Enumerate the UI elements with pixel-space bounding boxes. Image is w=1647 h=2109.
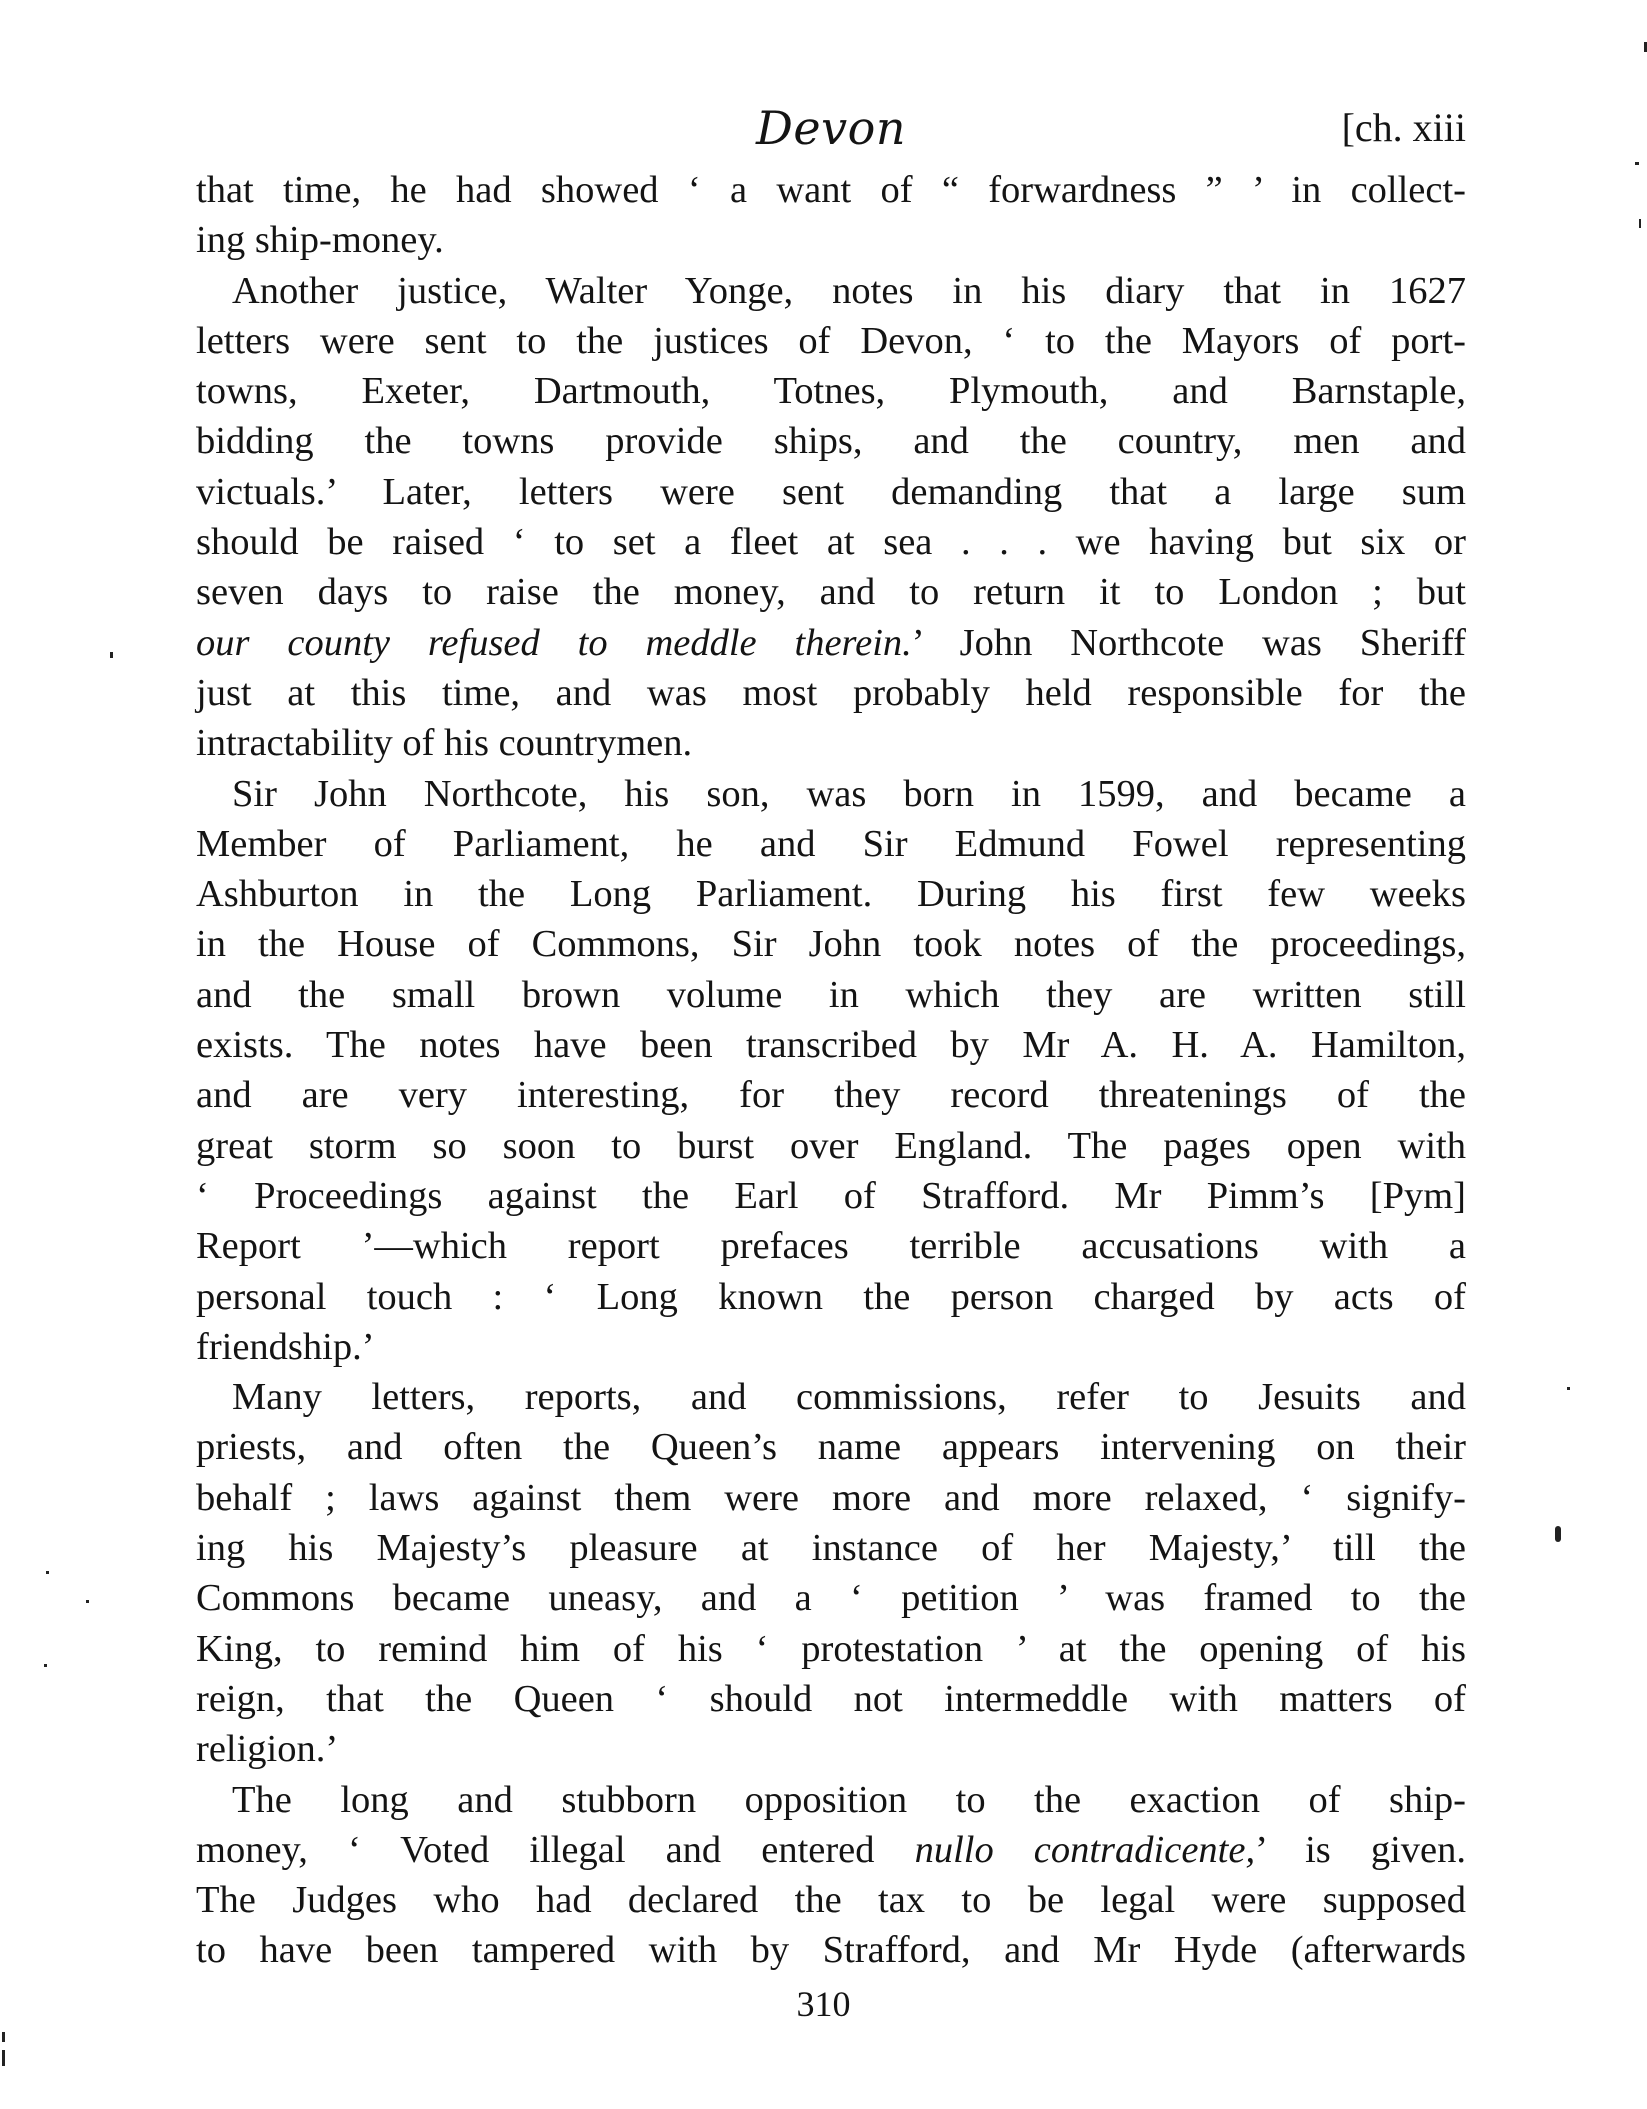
scan-speck: [1635, 162, 1639, 165]
text-segment: Report ’—which report prefaces terrible accusations with a: [196, 1225, 1466, 1268]
text-segment: Many letters, reports, and commissions, refer to Jesuits and: [232, 1376, 1466, 1419]
text-segment: reign, that the Queen ‘ should not intermeddle with matters of: [196, 1677, 1466, 1720]
text-line: [196, 919, 1466, 969]
text-segment: money, ‘ Voted illegal and entered: [196, 1828, 915, 1871]
text-segment: The long and stubborn opposition to the exaction of ship-: [232, 1778, 1466, 1821]
scan-speck: [1555, 1526, 1561, 1542]
scan-speck: [110, 652, 113, 658]
text-line: [196, 1121, 1466, 1171]
text-line: [196, 1171, 1466, 1221]
text-segment: ‘ Proceedings against the Earl of Strafford. Mr Pimm’s [Pym]: [196, 1174, 1466, 1217]
running-head: [196, 98, 1466, 158]
text-segment: that time, he had showed ‘ a want of “ forwardness ” ’ in collect-: [196, 169, 1466, 211]
text-segment: letters were sent to the justices of Devon, ‘ to the Mayors of port-: [196, 319, 1466, 362]
text-line: [196, 316, 1466, 366]
text-segment: just at this time, and was most probably held responsible for the: [196, 671, 1466, 714]
text-segment: bidding the towns provide ships, and the country, men and: [196, 420, 1466, 463]
text-line: [196, 1473, 1466, 1523]
running-head-title: Devon: [756, 101, 906, 155]
text-line: [196, 618, 1466, 668]
text-line: [196, 1272, 1466, 1322]
page-number: 310: [796, 1984, 851, 2024]
text-line: [196, 215, 1466, 265]
text-line: [196, 819, 1466, 869]
text-segment: ing his Majesty’s pleasure at instance of her Majesty,’ till the: [196, 1527, 1466, 1570]
text-line: [196, 1221, 1466, 1271]
text-line: [196, 1724, 1466, 1774]
text-line: [196, 970, 1466, 1020]
text-line: [196, 668, 1466, 718]
text-segment: victuals.’ Later, letters were sent demanding that a large sum: [196, 470, 1466, 513]
text-segment: behalf ; laws against them were more and more relaxed, ‘ signify-: [196, 1476, 1466, 1519]
running-head-chapter: [ch. xiii: [1341, 105, 1466, 150]
italic-segment: nullo contradicente,: [914, 1828, 1256, 1871]
body-text: [196, 165, 1466, 1976]
scan-speck: [1567, 1387, 1570, 1390]
text-segment: personal touch : ‘ Long known the person charged by acts of: [196, 1275, 1466, 1318]
text-segment: Another justice, Walter Yonge, notes in his diary that in 1627: [232, 269, 1466, 312]
scan-speck: [46, 1571, 49, 1574]
text-segment: Ashburton in the Long Parliament. During his first few weeks: [196, 873, 1466, 916]
text-line: [196, 1020, 1466, 1070]
text-segment: towns, Exeter, Dartmouth, Totnes, Plymouth, and Barnstaple,: [196, 370, 1466, 413]
text-segment: King, to remind him of his ‘ protestation ’ at the opening of his: [196, 1627, 1466, 1670]
text-line: [196, 1875, 1466, 1925]
text-segment: friendship.’: [196, 1325, 375, 1368]
text-segment: Commons became uneasy, and a ‘ petition ’ was framed to the: [196, 1577, 1466, 1620]
text-line: [196, 1422, 1466, 1472]
italic-segment: our county refused to meddle therein.: [196, 621, 912, 664]
text-segment: to have been tampered with by Strafford, and Mr Hyde (afterwards: [196, 1929, 1466, 1972]
scan-speck: [44, 1664, 47, 1667]
text-segment: priests, and often the Queen’s name appears intervening on their: [196, 1426, 1466, 1469]
text-segment: religion.’: [196, 1728, 339, 1771]
text-line: [196, 1322, 1466, 1372]
text-segment: Sir John Northcote, his son, was born in 1599, and became a: [232, 772, 1466, 815]
text-segment: in the House of Commons, Sir John took notes of the proceedings,: [196, 923, 1466, 966]
text-line: [196, 567, 1466, 617]
text-line: [196, 1573, 1466, 1623]
text-line: [196, 1523, 1466, 1573]
text-segment: ing ship-money.: [196, 219, 444, 262]
text-line: [196, 769, 1466, 819]
text-line: [196, 1825, 1466, 1875]
text-line: [196, 165, 1466, 215]
text-segment: ’ John Northcote was Sheriff: [911, 621, 1466, 664]
text-line: [196, 1070, 1466, 1120]
scan-speck: [2, 2050, 5, 2066]
text-line: [196, 1925, 1466, 1975]
text-line: [196, 1372, 1466, 1422]
text-segment: Member of Parliament, he and Sir Edmund Fowel representing: [196, 822, 1466, 865]
text-line: [196, 517, 1466, 567]
text-line: [196, 467, 1466, 517]
text-segment: should be raised ‘ to set a fleet at sea . . . we having but six or: [196, 521, 1466, 564]
text-line: [196, 718, 1466, 768]
text-segment: ’ is given.: [1255, 1828, 1466, 1871]
text-segment: exists. The notes have been transcribed by Mr A. H. A. Hamilton,: [196, 1024, 1466, 1067]
text-line: [196, 1624, 1466, 1674]
text-segment: and are very interesting, for they record threatenings of the: [196, 1074, 1466, 1117]
text-segment: and the small brown volume in which they are written still: [196, 973, 1466, 1016]
text-line: [196, 266, 1466, 316]
text-segment: The Judges who had declared the tax to be legal were supposed: [196, 1879, 1466, 1922]
scan-speck: [1639, 219, 1641, 228]
scan-speck: [2, 2032, 5, 2042]
text-line: [196, 366, 1466, 416]
text-line: [196, 1674, 1466, 1724]
text-segment: intractability of his countrymen.: [196, 722, 693, 765]
text-line: [196, 416, 1466, 466]
text-line: [196, 1775, 1466, 1825]
text-segment: great storm so soon to burst over England. The pages open with: [196, 1124, 1466, 1167]
scan-speck: [86, 1600, 89, 1603]
text-segment: seven days to raise the money, and to return it to London ; but: [196, 571, 1466, 614]
text-line: [196, 869, 1466, 919]
